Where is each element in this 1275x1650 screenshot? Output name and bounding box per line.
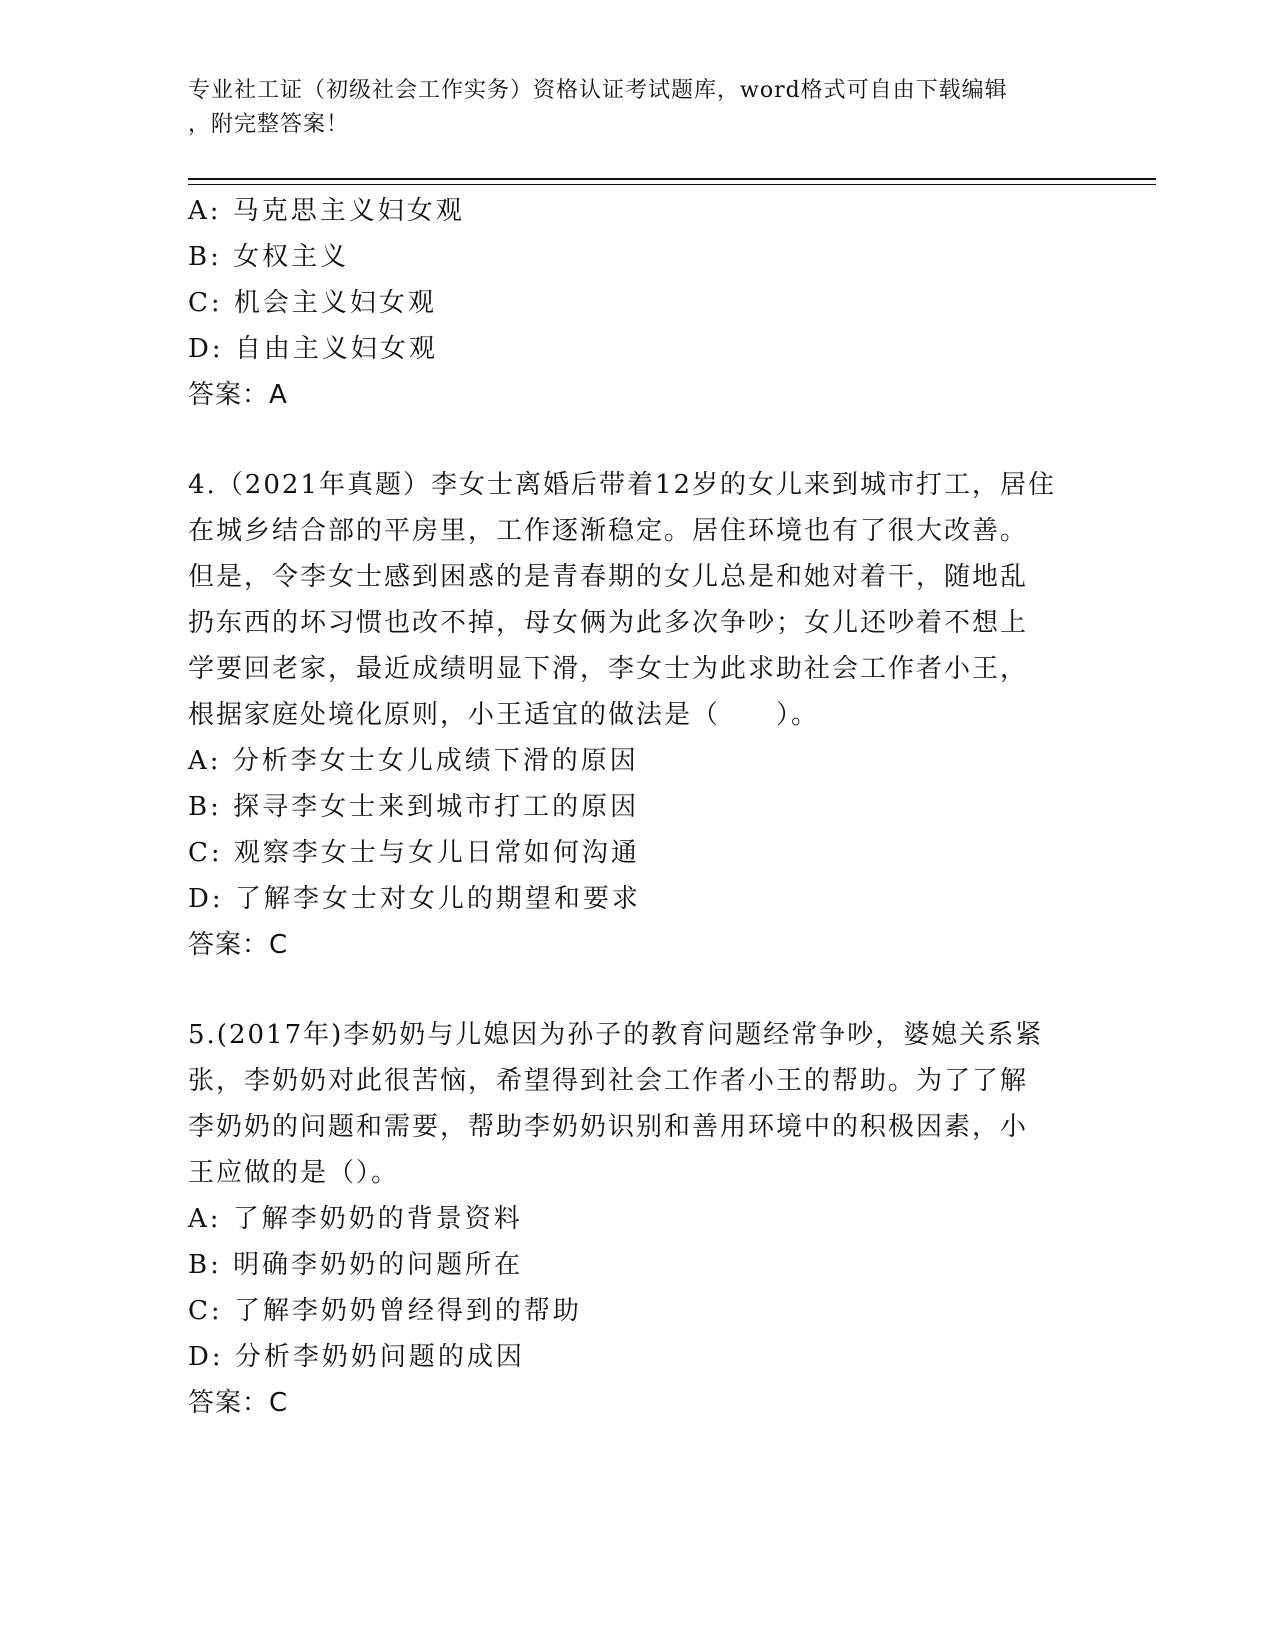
option-d: D: 了解李女士对女儿的期望和要求 xyxy=(188,884,641,914)
question-5-stem xyxy=(188,1012,1088,1196)
stem-line: 王应做的是（）。 xyxy=(188,1158,400,1188)
question-spacer xyxy=(188,418,1088,462)
option-a: A: 马克思主义妇女观 xyxy=(188,196,465,226)
question-3-options xyxy=(188,188,1088,372)
stem-line: 但是，令李女士感到困惑的是青春期的女儿总是和她对着干，随地乱 xyxy=(188,562,1029,592)
header-rule-thick xyxy=(188,178,1156,180)
stem-line: 根据家庭处境化原则，小王适宜的做法是（ ）。 xyxy=(188,700,820,730)
question-spacer xyxy=(188,968,1088,1012)
question-4-options xyxy=(188,738,1088,922)
stem-line: 4.（2021年真题）李女士离婚后带着12岁的女儿来到城市打工，居住 xyxy=(188,470,1057,500)
option-c: C: 机会主义妇女观 xyxy=(188,288,437,318)
option-d: D: 分析李奶奶问题的成因 xyxy=(188,1342,525,1372)
question-5 xyxy=(188,1012,1088,1426)
question-5-answer: 答案：C xyxy=(188,1388,289,1418)
option-a: A: 分析李女士女儿成绩下滑的原因 xyxy=(188,746,639,776)
option-c: C: 观察李女士与女儿日常如何沟通 xyxy=(188,838,640,868)
question-4 xyxy=(188,462,1088,968)
header-rule-thin xyxy=(188,184,1156,185)
header-line-2: ，附完整答案！ xyxy=(188,112,350,137)
stem-line: 5.(2017年)李奶奶与儿媳因为孙子的教育问题经常争吵，婆媳关系紧 xyxy=(188,1020,1044,1050)
option-b: B: 女权主义 xyxy=(188,242,350,272)
stem-line: 李奶奶的问题和需要，帮助李奶奶识别和善用环境中的积极因素，小 xyxy=(188,1112,1029,1142)
question-5-options xyxy=(188,1196,1088,1380)
option-b: B: 明确李奶奶的问题所在 xyxy=(188,1250,524,1280)
document-header xyxy=(188,74,1088,142)
question-4-stem xyxy=(188,462,1088,738)
option-b: B: 探寻李女士来到城市打工的原因 xyxy=(188,792,640,822)
header-line-1: 专业社工证（初级社会工作实务）资格认证考试题库，word格式可自由下载编辑 xyxy=(188,78,1008,103)
question-3-answer: 答案：A xyxy=(188,380,288,410)
stem-line: 扔东西的坏习惯也改不掉，母女俩为此多次争吵；女儿还吵着不想上 xyxy=(188,608,1029,638)
stem-line: 张，李奶奶对此很苦恼，希望得到社会工作者小王的帮助。为了了解 xyxy=(188,1066,1029,1096)
document-body xyxy=(188,188,1088,1426)
question-3 xyxy=(188,188,1088,418)
option-d: D: 自由主义妇女观 xyxy=(188,334,438,364)
question-4-answer: 答案：C xyxy=(188,930,289,960)
stem-line: 在城乡结合部的平房里，工作逐渐稳定。居住环境也有了很大改善。 xyxy=(188,516,1029,546)
stem-line: 学要回老家，最近成绩明显下滑，李女士为此求助社会工作者小王， xyxy=(188,654,1029,684)
option-c: C: 了解李奶奶曾经得到的帮助 xyxy=(188,1296,582,1326)
option-a: A: 了解李奶奶的背景资料 xyxy=(188,1204,523,1234)
